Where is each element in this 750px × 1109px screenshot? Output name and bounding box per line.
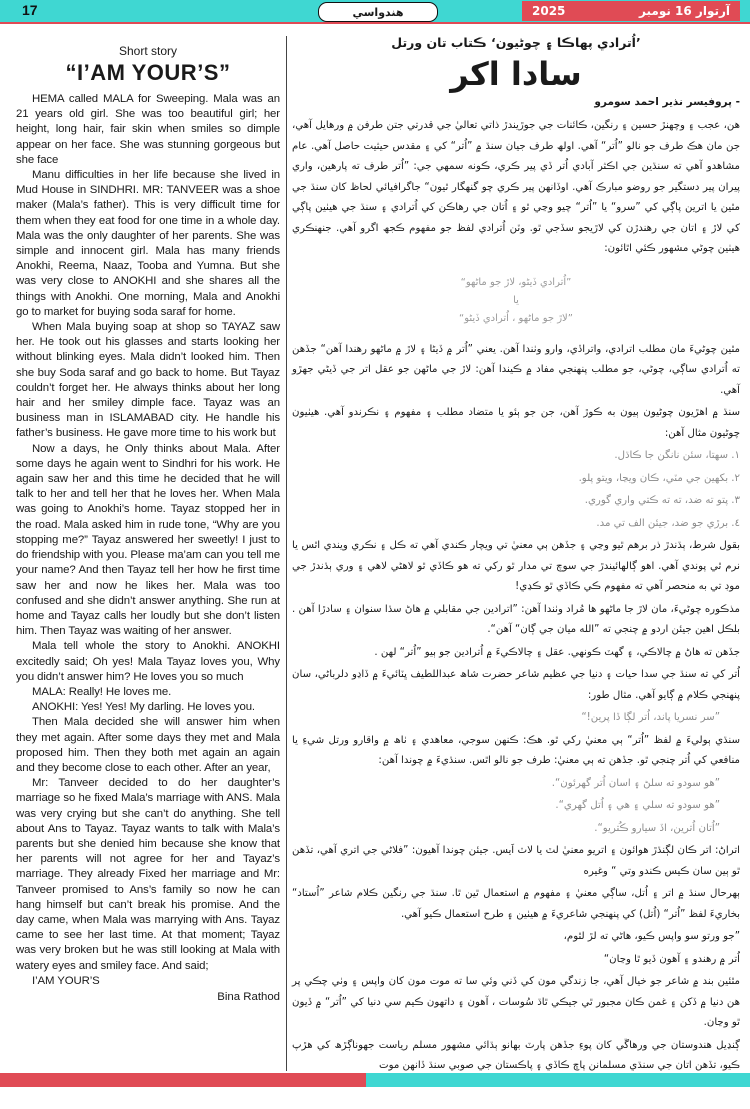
story-paragraph: When Mala buying soap at shop so TAYAZ saw her. He took out his glasses and starts looking her without blinking eyes. Mala didn’t looked him. Then she buy Soda saraf and go back to home. But Tayaz couldn’t forget her. He always thinks about her long hair and her smiley dimple face. Tayaz was an business man in ISLAMABAD city. He handle his father’s business. He gave more time to his work but (16, 321, 280, 440)
bottom-band-red (0, 1073, 366, 1087)
page-number: 17 (22, 2, 38, 18)
story-paragraph: HEMA called MALA for Sweeping. Mala was an 21 years old girl. She was too beautiful girl; her height, long hair, fair skin when smiles so dimple appear on her face. She was stunning gorgeous but she face (16, 93, 280, 166)
article-author: - پروفيسر نذير احمد سومرو (594, 96, 740, 108)
date-day (639, 4, 730, 18)
proverb-list-item: ٤. برڙي جو ضد، جيئن الف تي مد. (596, 517, 740, 529)
story-paragraph: Now a days, he Only thinks about Mala. After some days he again went to Sindhri for his work. He again saw her and this time he decided that he will talk to her and tell her that he loves her. When Mala was going to Anokhi’s home. Tayaz stopped her in the road. Mala asked him in rude tone, “Why are you stopping me?” Tayaz answered her sweetly! I just to do friendship with you. Please ma’am can you tell me your name? And then Tayaz tell her how he first time saw her and now he likes her. Mala was too confused and she didn’t answer anything. She run at home and Tayaz calls her loudly but she don’t listen him. Then Tayaz was waiting of her answer. (16, 442, 280, 638)
article-paragraph: هن، عجب ۽ وچھنڙ حسين ۽ رنگين، ڪائنات جي جوڙيندڙ ذاتي تعاليٰ جي قدرتي جتن طرفن ۾ ورھايل آھي، جن مان ھڪ طرف جو نالو ”اُتر“ آھي. اولھ طرف جيان سنڌ ۾ ”اُتر“ کي ۽ مقدس حيثيت حاصل آھي. عام مشاھدو آھي ته سنڌين جي اڪثر آبادي اُتر ڏي پير ڪري، ڪونه سمھي جي: ”اُتر طرف ته پارھين، واري پيران پير دستگير جو روضو مبارڪ آھي. اوڏانھن پير ڪري چو گنھگار ٿيون“ جاگرافيائي لحاظ کان سنڌ جي مٿين يا اترين پاڳي کي ”سرو“ يا ”اُتر“ چيو وڃي ٿو ۽ اُتان جي رھاڪن کي اُترادي ۽ سنڌ جي ھيٺين پاڳي کي لاڙ ۽ اتان جي رھندڙن کي لاڙيجو سڏجي ٿو. وٽن اُترادي لفظ جو مفھوم ڪجھ اگرو آھي. جنھنڪري ھيٺين چوڻي مشھور ڪئي اٿائون: (292, 120, 740, 254)
article-paragraph: جڏھن ته ھاڻ ۾ چالاڪي، ۽ گھٽ ڪونھي. عقل ۽ چالاڪيءَ ۾ اُترادين جو ٻيو ”اُتر“ لھن . (374, 646, 740, 658)
article-paragraph: اتراڻ: اتر ڪان لڳنڌڙ ھوائون ۽ اتريو معنيٰ لٽ يا لاٽ اَيس. جيئن چوندا آھيون: ”فلاڻي جي اتري آھي، تڏھن ٿو ٻين سان ڪيس ڪندو وتي “ وغيره (292, 845, 740, 877)
story-closing-line: I’AM YOUR’S (32, 974, 100, 987)
article-paragraph: ٻھرحال سنڌ ۾ اتر ۽ اُتل، ساڳي معنيٰ ۽ مفھوم ۾ استعمال ٿين ٿا. سنڌ جي رنگين ڪلام شاعر ”اُستاد“ بخاريءَ لفظ ”اُتر“ (اُتل) کي پنھنجي شاعريءَ ۾ ھيٺين ۽ طرح استعمال ڪيو آھي. (292, 888, 740, 920)
story-byline: Bina Rathod (217, 990, 280, 1003)
quote-line: ”لاڙ جو ماڻھو ، اُترادي ڏيڻو“ (459, 312, 573, 324)
article-paragraph: سنڌ ۾ اھڙيون چوڻيون ٻيون به ڪوڙ آھن، جن جو ٻئو يا متضاد مطلب ۽ مفھوم ۽ نڪرندو آھي. ھيٺيون چوڻيون مثال آھن: (292, 407, 740, 439)
story-title: “I’AM YOUR’S” (65, 60, 231, 85)
sindhi-article-column (292, 34, 740, 1079)
article-body (292, 116, 740, 1077)
story-body (16, 92, 280, 989)
article-quote-block (292, 274, 740, 328)
proverb-list-item: ١. سھتا، سئن نانگن جا ڪاڌل. (614, 450, 740, 461)
article-paragraph: سنڌي ٻوليءَ ۾ لفظ ”اُتر“ ٻي معنيٰ رکي ٿو. ھڪ: ڪنھن سوجي، معاھدي ۽ ٺاھ ۾ واقارو ورتل شيءِ يا منافعي کي اُتر چنجي ٿو. جڏھن ته ٻي معنيٰ: طرف جو نالو اٿس. سنڌيءَ ۾ چوندا آھن: (292, 734, 740, 766)
article-subheadline: ’اُترادي پھاڪا ۽ چوڻيون‘ ڪتاب تان ورتل (391, 35, 641, 50)
story-paragraph: Mr: Tanveer decided to do her daughter’s marriage so he fixed Mala’s marriage with ANS. Mala was very crying but she can’t do anything. She tell about Ans to Tayaz. Tayaz wants to talk with Mala’s parents but she denied him because she know that her parents will not agree for her and Tayaz’s marriage. They already Fixed her marriage and Mr: Tanveer promised to Ans’s family so now he can hang himself but can’t break his promise. And the day came, when Mala was marrying with Ans. Tayaz came to see her last time. At that moment; Tayaz was very broken but he was still looking at Mala with watery eyes and smiley face. And said; (16, 777, 280, 972)
verse-quote: ”ھو سودو ته سلي ۽ ھي ۽ اُتل گھري“. (555, 800, 720, 811)
article-paragraph: ڳنڍيل ھندوستان جي ورھاڱي کان پوءِ جڏھن پارٽ بھانو ٻڌائي مشھور مسلم رياست جھوناڳڙھ کي ھڙپ ڪيو، تڏھن اتان جي سنڌي مسلمانن پاڇ ڪاڏي ۽ پاڪستان جي صوبي سنڌ ڏانھن موت (292, 1039, 740, 1071)
column-divider (286, 36, 287, 1071)
top-banner (0, 0, 750, 24)
story-paragraph: Mala tell whole the story to Anokhi. ANOKHI excitedly said; Oh yes! Mala Tayaz loves you, Why you didn’t answer him? He loves you so much (16, 640, 280, 683)
story-paragraph: Manu difficulties in her life because she lived in Mud House in SINDHRI. MR: TANVEER was a shoe maker (Mala’s father). This is very difficult time for them when they eat food for one time in a whole day. Mala was the only daughter of her parents. She was simple and innocent girl. Mala has many friends Anokhi, Reema, Naaz, Tooba and Yumna. But she was very close to ANOKHI and she shares all the things with Anokhi. One morning, Mala and Anokhi go to market for buying soda saraf for home. (16, 169, 280, 318)
masthead-logo: هندواسي (318, 2, 438, 22)
date-year: 2025 (532, 4, 566, 18)
short-story-column (16, 44, 280, 1003)
article-paragraph: بقول شرط، ٻڌندڙ ذر برھم ٿيو وڃي ۽ جڏھن ٻي معنيٰ تي ويچار ڪندي آھي ته ڪل ۽ نڪري ويندي اٿس يا نرم ٿي پوندي آھي. اھو ڳالھائيندڙ جي سوچ تي مدار ٿو رکي ته ھو ڪاڏي ٿو لاھڻي لاھي ۽ وري ٻڌندڙ جي موڊ تي به منحصر آھي ته مفھوم ڪي ڪاڏي ٿو ڪڍي! (292, 540, 740, 592)
article-paragraph: مٿين چوڻيءَ مان مطلب اترادي، واتراڏي، وارو وٺندا آھن. يعني ”اُتر ۾ ڏيڻا ۽ لاڙ ۾ ماڻھو رھندا آھن“ جڏھن ته اُترادي ساڳي، چوڻي، جو مطلب پنھنجي مفاد ۾ ڪيندا آھن: لاڙ جي ماڻھن جو عقل اتر جي ڏيڻي جھڙو آھي. (292, 343, 740, 396)
proverb-list-item: ٢. بکھين جي مٽي، ڪان ويڃا، ويتو پلو. (578, 472, 740, 484)
article-headline: سادا اکر (450, 55, 582, 93)
date-day-name: آرتوار (695, 4, 730, 18)
article-paragraph: مٿئين بند ۾ شاعر جو خيال آھي، جا زندگي مون کي ڏني وئي سا ته موت مون کان واپس ۽ وٺي چڪي پر ھن دنيا ۾ ڏکن ۽ غمن ڪان مجبور ٿي جيڪي ٿاڌ سُوسات ، آھون ۽ داتھون ڪيم سي دنيا کي ”اُتر“ ۾ ڏيون ٿو وڃان. (292, 976, 740, 1028)
proverb-list-item: ٣. پتو ته ضد، ته ته ڪتي واري گوري. (584, 495, 740, 506)
date-box (522, 1, 740, 21)
story-kicker: Short story (118, 44, 178, 58)
story-dialogue: ANOKHI: Yes! Yes! My darling. He loves you. (32, 701, 255, 714)
article-paragraph: اُتر کي ته سنڌ جي سدا حيات ۽ دنيا جي عظيم شاعر حضرت شاھ عبداللطيف ڀٽائيءَ ۾ ڏاڍو دلرباڻي، سان پنھنجي ڪلام ۾ ڳايو آھي. مثال طور: (292, 669, 740, 701)
article-paragraph: مذڪوره چوڻيءَ، مان لاڙ جا ماڻھو ھا مُراد وٺندا آھن: ”اترادين جي مقابلي ۾ ھاڻ سڌا سنوان ۽ سادڙا آھن . بلڪل اھين جيئن اردو ۾ چنجي ته ”الله ميان جي ڳان“ آھن“. (292, 603, 740, 635)
date-day-month: 16 نومبر (639, 4, 692, 18)
story-dialogue: MALA: Really! He loves me. (32, 685, 172, 698)
verse-quote: ”اُتان اُترين، اڏ سيارو ڪُتريو“. (594, 822, 720, 834)
quote-line: يا (513, 294, 519, 306)
verse-quote-bold: اُتر ۾ رھندو ۽ آھون ڏيو ٿا وڃان“ (603, 953, 740, 965)
verse-quote: ”سر نسريا پاند، اُتر لڳا ڏا پرين!“ (581, 712, 720, 723)
quote-line: ”اُترادي ڏيڻو، لاڙ جو ماڻھو“ (460, 276, 572, 288)
story-paragraph: Then Mala decided she will answer him when they met again. After some days they met and Mala proposed him. Then they both met again an again and they become close to each other. After an year, (16, 716, 280, 774)
bottom-band-cyan (366, 1073, 750, 1087)
verse-quote: ”ھو سودو ته سلڻ ۽ اسان اُتر گھرئون“. (551, 777, 720, 789)
verse-quote-bold: ”جو ورتو سو واپس ڪيو، ھاڻي ته لڙ لٿوم، (563, 931, 740, 942)
